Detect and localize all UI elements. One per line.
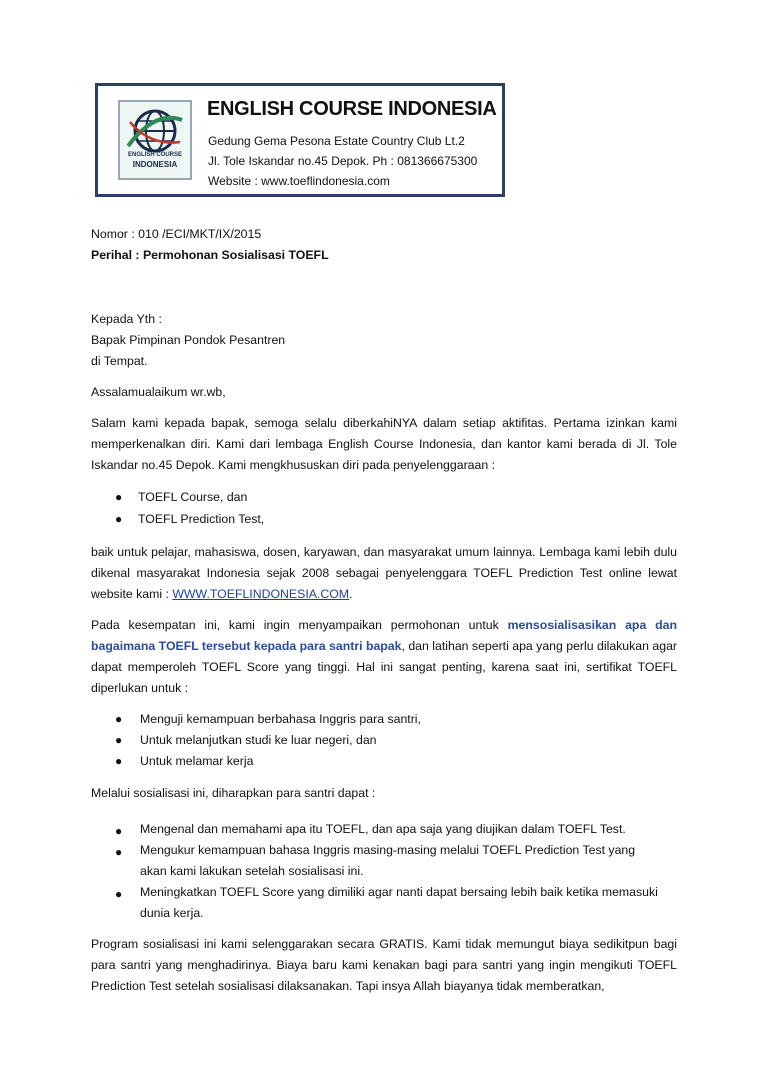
recipient-line3: di Tempat. <box>91 354 148 368</box>
bullet-icon: ● <box>115 824 123 838</box>
letter-number: Nomor : 010 /ECI/MKT/IX/2015 <box>91 227 262 241</box>
history-paragraph <box>91 542 677 605</box>
letter-subject: Perihal : Permohonan Sosialisasi TOEFL <box>91 248 329 262</box>
bullet-icon: ● <box>115 887 123 901</box>
greeting: Assalamualaikum wr.wb, <box>91 385 226 399</box>
logo-globe-icon <box>118 100 192 180</box>
service-item: TOEFL Prediction Test, <box>138 512 265 526</box>
website-link[interactable]: WWW.TOEFLINDONESIA.COM <box>172 587 350 601</box>
recipient-line1: Kepada Yth : <box>91 312 162 326</box>
bullet-icon: ● <box>115 490 123 504</box>
letterhead-website: Website : www.toeflindonesia.com <box>208 174 390 188</box>
bullet-icon: ● <box>115 512 123 526</box>
goal-item: Mengukur kemampuan bahasa Inggris masing-masing melalui TOEFL Prediction Test yang akan kami lakukan setelah sosialisasi ini. <box>140 843 636 878</box>
bullet-icon: ● <box>115 845 123 859</box>
goal-item: Meningkatkan TOEFL Score yang dimiliki agar nanti dapat bersaing lebih baik ketika memasuki dunia kerja. <box>140 885 658 920</box>
letterhead <box>95 83 505 197</box>
goals-intro: Melalui sosialisasi ini, diharapkan para santri dapat : <box>91 786 376 800</box>
goal-item: Mengenal dan memahami apa itu TOEFL, dan apa saja yang diujikan dalam TOEFL Test. <box>140 822 626 836</box>
request-paragraph <box>91 615 677 699</box>
request-end: , dan latihan seperti apa yang perlu dilakukan agar dapat memperoleh TOEFL Score yang tinggi. Hal ini sangat penting, karena saat ini, sertifikat TOEFL diperlukan untuk : <box>91 639 678 695</box>
letterhead-address1: Gedung Gema Pesona Estate Country Club Lt.2 <box>208 134 465 148</box>
letterhead-title: ENGLISH COURSE INDONESIA <box>207 98 497 120</box>
history-text: baik untuk pelajar, mahasiswa, dosen, karyawan, dan masyarakat umum lainnya. Lembaga kami lebih dulu dikenal masyarakat Indonesia sejak 2008 sebagai penyelenggara TOEFL Prediction Test online lewat website kami : <box>91 545 677 601</box>
closing-paragraph: Program sosialisasi ini kami selenggarakan secara GRATIS. Kami tidak memungut biaya sedikitpun bagi para santri yang menghadirinya. Biaya baru kami kenakan bagi para santri yang ingin mengikuti TOEFL Prediction Test setelah sosialisasi dilaksanakan. Tapi insya Allah biayanya tidak memberatkan, <box>91 937 677 993</box>
intro-paragraph: Salam kami kepada bapak, semoga selalu diberkahiNYA dalam setiap aktifitas. Pertama izinkan kami memperkenalkan diri. Kami dari lembaga English Course Indonesia, dan kantor kami berada di Jl. Tole Iskandar no.45 Depok. Kami mengkhususkan diri pada penyelenggaraan : <box>91 416 677 472</box>
bullet-icon: ● <box>115 733 123 747</box>
service-item: TOEFL Course, dan <box>138 490 248 504</box>
logo-text-bottom: INDONESIA <box>132 160 178 169</box>
bullet-icon: ● <box>115 712 123 726</box>
logo-text-top: ENGLISH COURSE <box>127 152 182 158</box>
request-start: Pada kesempatan ini, kami ingin menyampaikan permohonan untuk <box>91 618 508 632</box>
need-item: Untuk melanjutkan studi ke luar negeri, dan <box>140 733 377 747</box>
bullet-icon: ● <box>115 754 123 768</box>
letterhead-address2: Jl. Tole Iskandar no.45 Depok. Ph : 081366675300 <box>208 154 478 168</box>
recipient-line2: Bapak Pimpinan Pondok Pesantren <box>91 333 286 347</box>
need-item: Menguji kemampuan berbahasa Inggris para santri, <box>140 712 421 726</box>
history-end: . <box>349 587 353 601</box>
request-highlight: mensosialisasikan apa dan bagaimana TOEFL tersebut kepada para santri bapak <box>91 618 677 653</box>
need-item: Untuk melamar kerja <box>140 754 254 768</box>
